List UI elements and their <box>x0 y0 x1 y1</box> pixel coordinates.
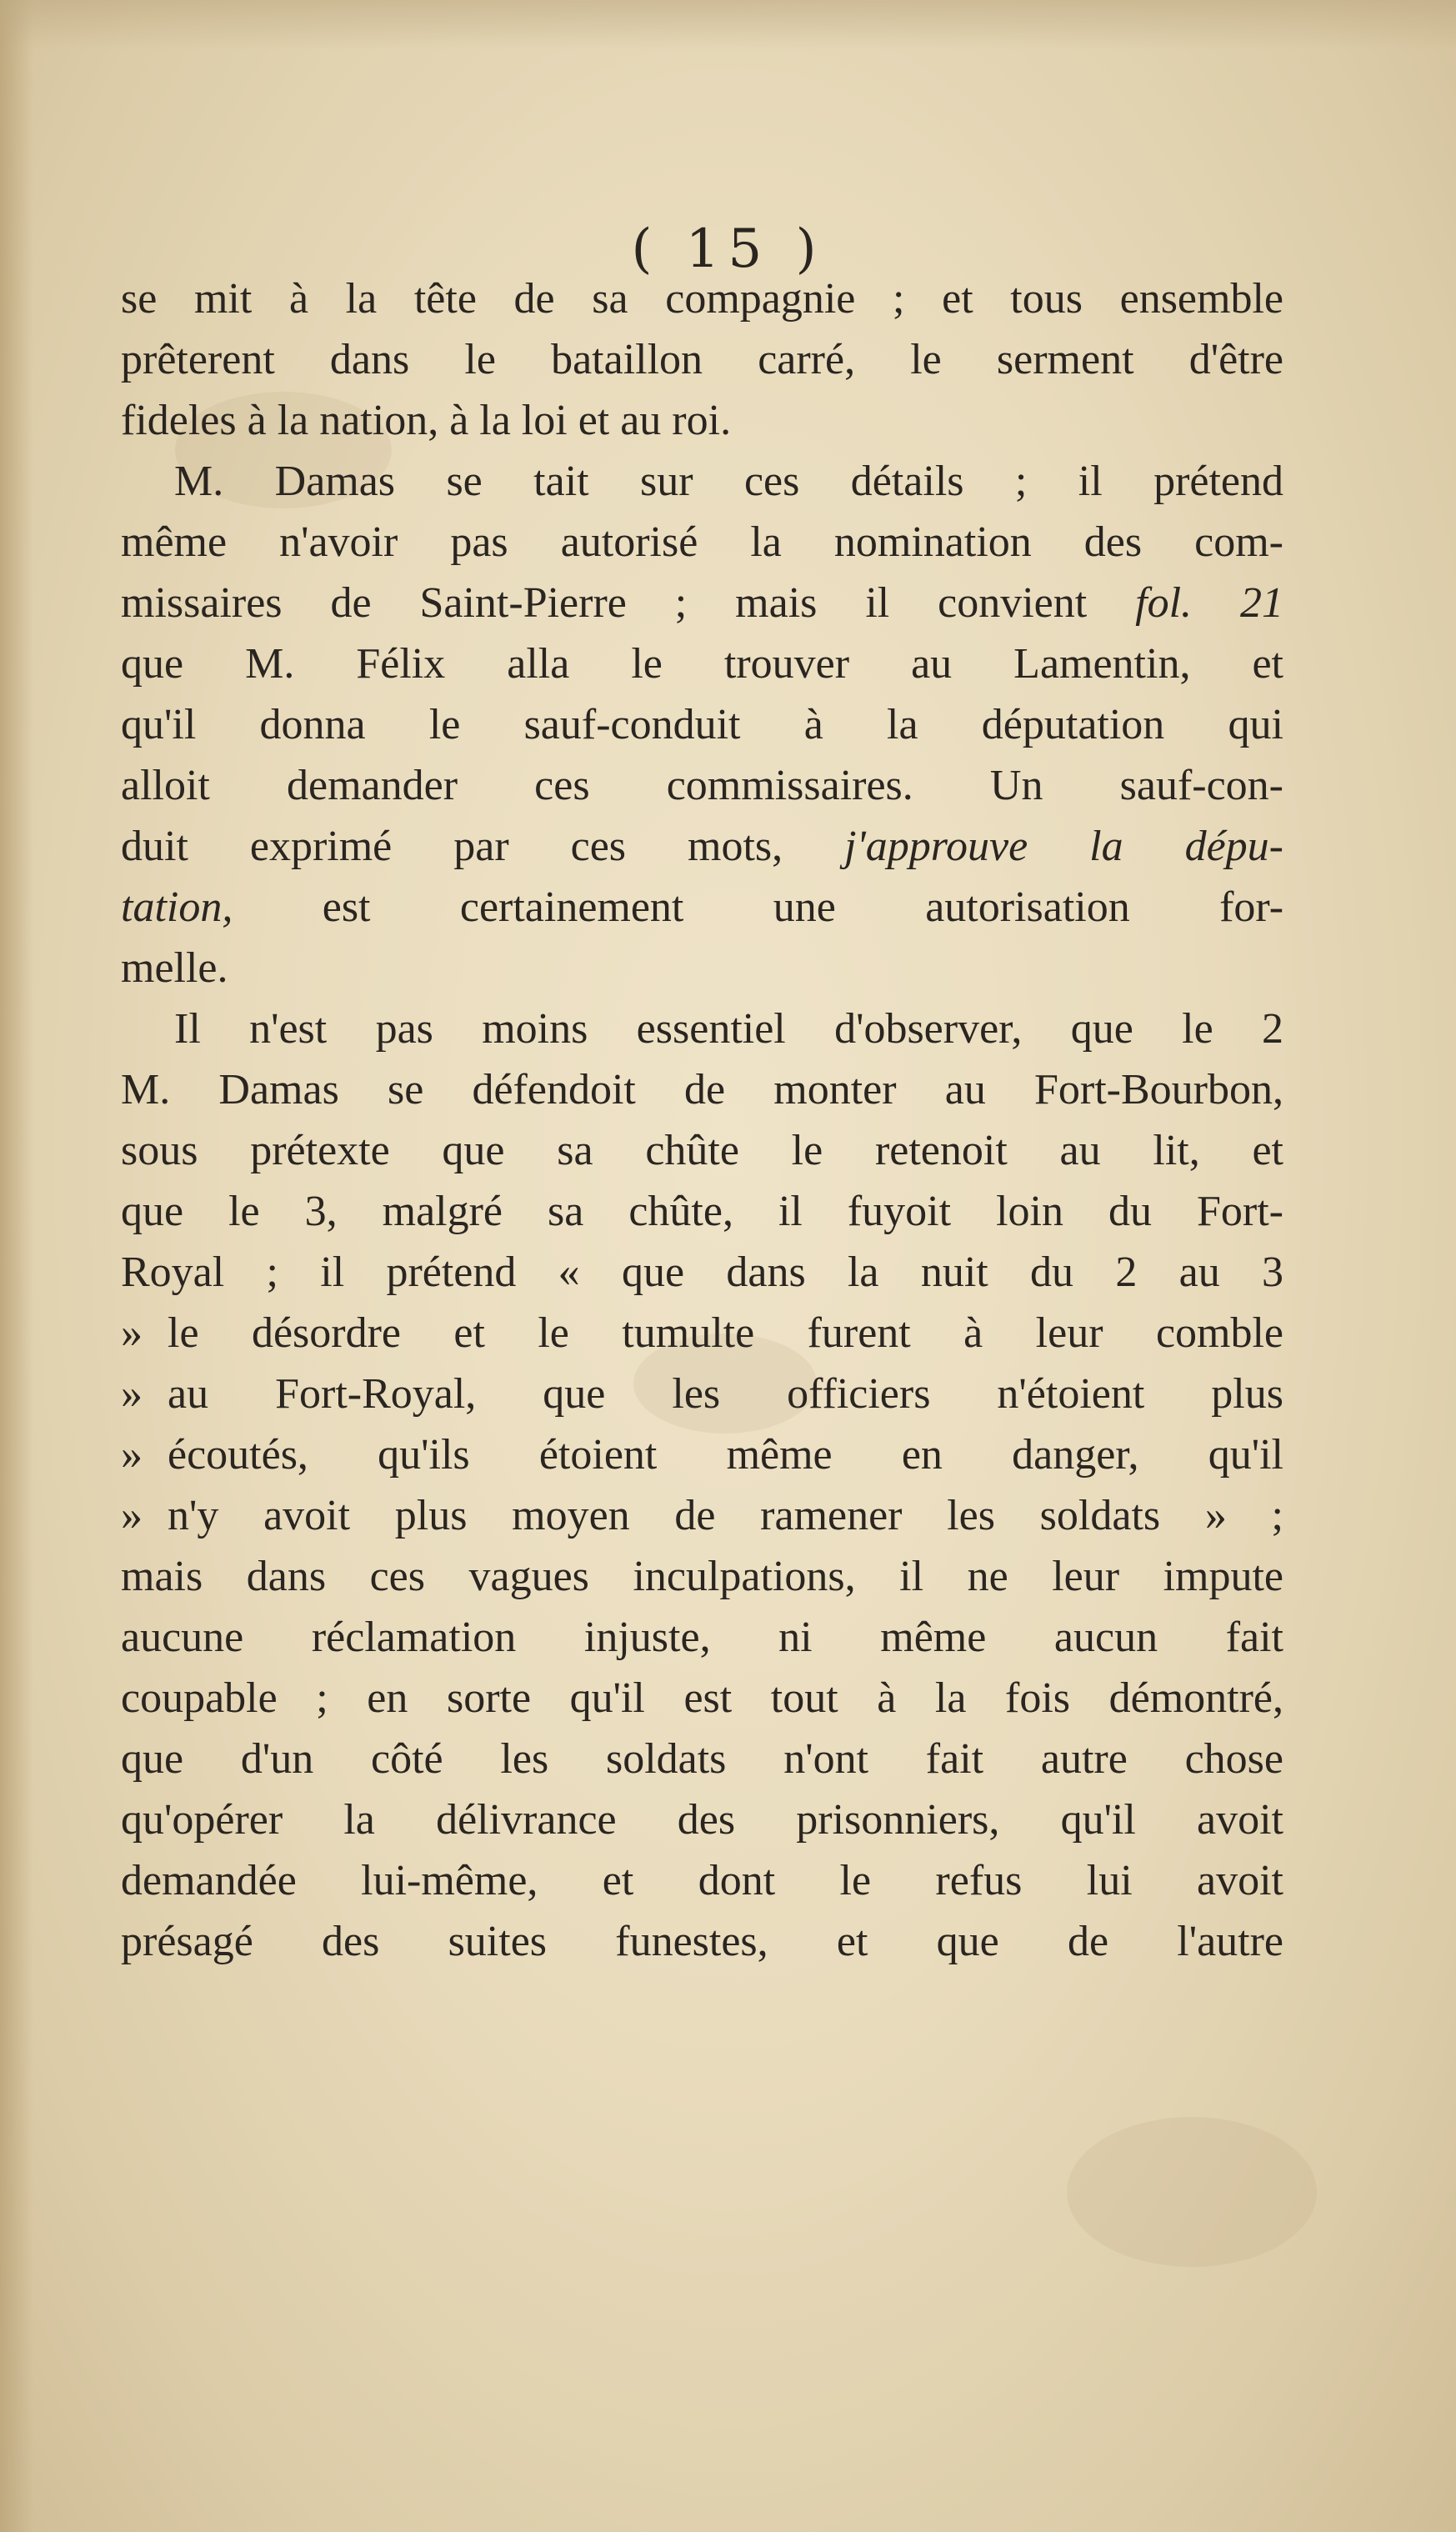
text-line: que le 3, malgré sa chûte, il fuyoit loin du Fort- <box>121 1188 1283 1235</box>
quote-mark: » <box>121 1431 143 1479</box>
text-line <box>121 1485 1283 1546</box>
text-span: n'y avoit plus moyen de ramener les soldats » ; <box>168 1492 1283 1539</box>
text-line: coupable ; en sorte qu'il est tout à la fois démontré, <box>121 1674 1283 1722</box>
text-line: melle. <box>121 944 228 992</box>
text-line: demandée lui-même, et dont le refus lui avoit <box>121 1857 1283 1904</box>
text-line: même n'avoir pas autorisé la nomination des com- <box>121 518 1283 566</box>
text-line: qu'opérer la délivrance des prisonniers, qu'il avoit <box>121 1796 1283 1844</box>
text-span: le désordre et le tumulte furent à leur comble <box>168 1309 1283 1357</box>
text-span: est certainement une autorisation for- <box>322 883 1284 931</box>
text-line: que M. Félix alla le trouver au Lamentin, et <box>121 640 1283 688</box>
page-top-shadow <box>0 0 1456 50</box>
text-line: qu'il donna le sauf-conduit à la députation qui <box>121 701 1283 748</box>
text-line: présagé des suites funestes, et que de l'autre <box>121 1918 1283 1965</box>
text-line: sous prétexte que sa chûte le retenoit au lit, et <box>121 1127 1283 1174</box>
text-line: se mit à la tête de sa compagnie ; et tous ensemble <box>121 275 1283 323</box>
text-span: écoutés, qu'ils étoient même en danger, qu'il <box>168 1431 1283 1479</box>
quote-mark: » <box>121 1370 143 1418</box>
text-span: missaires de Saint-Pierre ; mais il convient <box>121 579 1088 627</box>
text-line <box>121 877 1283 938</box>
text-span: au Fort-Royal, que les officiers n'étoient plus <box>168 1370 1283 1418</box>
text-line: fideles à la nation, à la loi et au roi. <box>121 397 732 444</box>
text-line: aucune réclamation injuste, ni même aucun fait <box>121 1614 1283 1661</box>
text-line: que d'un côté les soldats n'ont fait autre chose <box>121 1735 1283 1783</box>
text-line: M. Damas se tait sur ces détails ; il prétend <box>174 458 1283 505</box>
body-text <box>121 268 1283 1972</box>
text-line: prêterent dans le bataillon carré, le serment d'être <box>121 336 1283 383</box>
text-line <box>121 816 1283 877</box>
text-span: duit exprimé par ces mots, <box>121 823 783 870</box>
page-edge-shadow <box>0 0 33 2532</box>
text-line <box>121 573 1283 633</box>
folio-reference: fol. 21 <box>1135 579 1283 627</box>
quote-mark: » <box>121 1309 143 1357</box>
text-line: alloit demander ces commissaires. Un sauf-con- <box>121 762 1283 809</box>
text-line: mais dans ces vagues inculpations, il ne leur impute <box>121 1553 1283 1600</box>
text-line: Il n'est pas moins essentiel d'observer, que le 2 <box>174 1005 1283 1053</box>
text-line <box>121 1303 1283 1364</box>
text-line <box>121 1364 1283 1424</box>
text-line: Royal ; il prétend « que dans la nuit du 2 au 3 <box>121 1248 1283 1296</box>
page-number-header: ( 15 ) <box>631 218 825 280</box>
italic-quote: j'approuve la dépu- <box>844 823 1283 870</box>
paper-stain <box>1067 2117 1317 2267</box>
text-line: M. Damas se défendoit de monter au Fort-Bourbon, <box>121 1066 1283 1113</box>
text-line <box>121 1424 1283 1485</box>
italic-quote: tation, <box>121 883 233 931</box>
quote-mark: » <box>121 1492 143 1539</box>
